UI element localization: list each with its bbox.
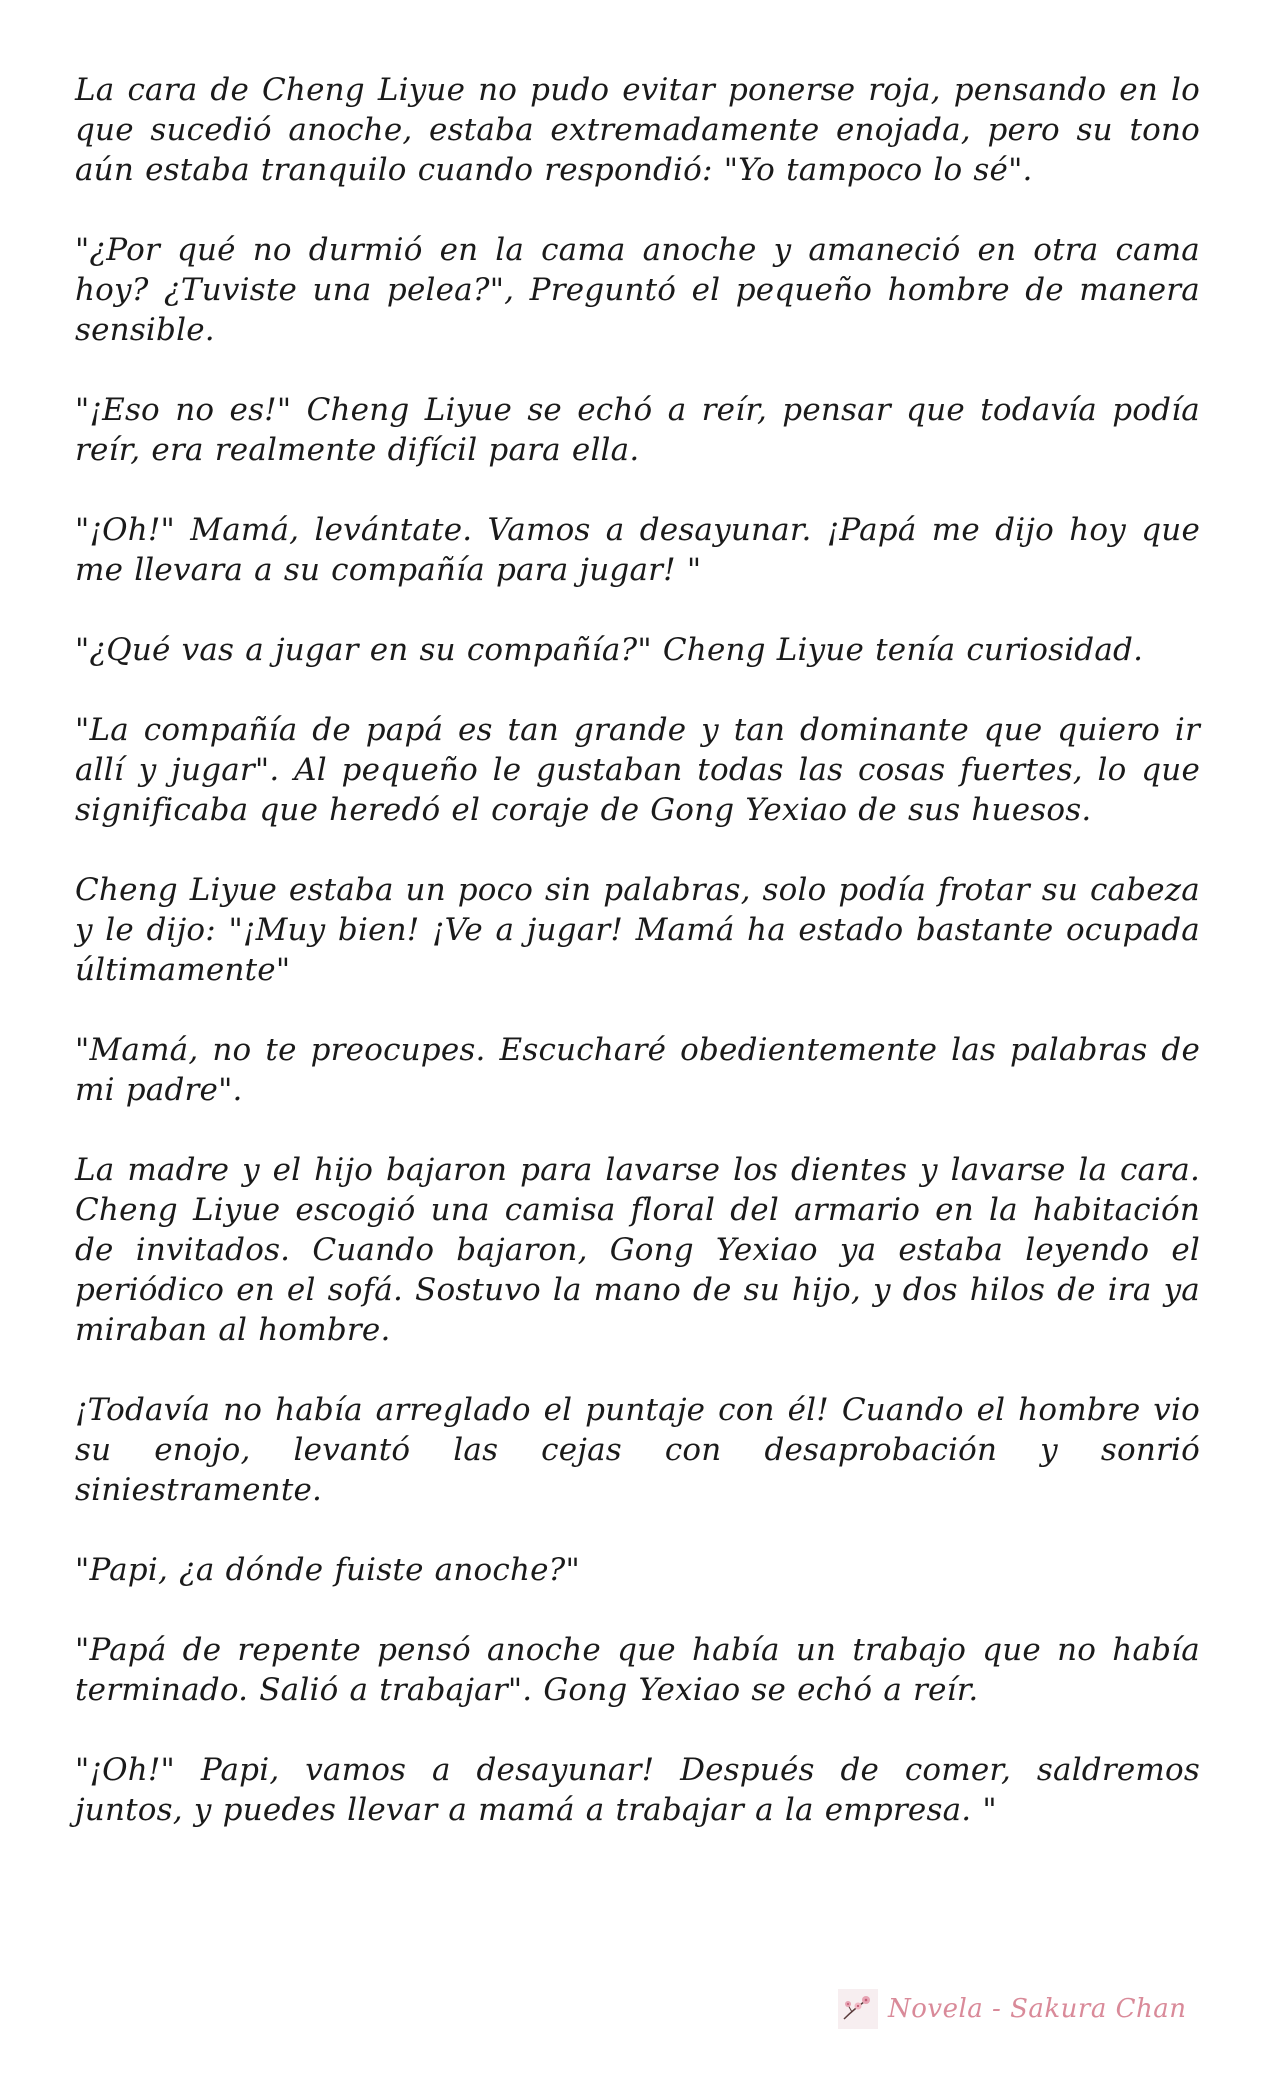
paragraph: La cara de Cheng Liyue no pudo evitar ponerse roja, pensando en lo que sucedió anoche, estaba extremadamente enojada, pero su tono aún estaba tranquilo cuando respondió: "Yo tampoco lo sé".: [75, 72, 1200, 188]
watermark-text: Novela - Sakura Chan: [888, 1994, 1187, 2024]
paragraph: "¿Qué vas a jugar en su compañía?" Cheng Liyue tenía curiosidad.: [75, 632, 1144, 668]
paragraph: "La compañía de papá es tan grande y tan dominante que quiero ir allí y jugar". Al pequeño le gustaban todas las cosas fuertes, lo que significaba que heredó el coraje de Gong Yexiao de sus huesos.: [75, 712, 1200, 828]
paragraph: ¡Todavía no había arreglado el puntaje con él! Cuando el hombre vio su enojo, levantó las cejas con desaprobación y sonrió siniestramente.: [75, 1392, 1200, 1508]
document-body: [75, 70, 1200, 1870]
cherry-blossom-icon: [838, 1989, 878, 2029]
paragraph: "Papi, ¿a dónde fuiste anoche?": [75, 1552, 580, 1588]
paragraph: "¡Oh!" Papi, vamos a desayunar! Después de comer, saldremos juntos, y puedes llevar a mamá a trabajar a la empresa. ": [75, 1752, 1200, 1828]
paragraph: "Mamá, no te preocupes. Escucharé obedientemente las palabras de mi padre".: [75, 1032, 1200, 1108]
paragraph: "¡Eso no es!" Cheng Liyue se echó a reír, pensar que todavía podía reír, era realmente difícil para ella.: [75, 392, 1200, 468]
paragraph: La madre y el hijo bajaron para lavarse los dientes y lavarse la cara. Cheng Liyue escogió una camisa floral del armario en la habitación de invitados. Cuando bajaron, Gong Yexiao ya estaba leyendo el periódico en el sofá. Sostuvo la mano de su hijo, y dos hilos de ira ya miraban al hombre.: [75, 1152, 1200, 1348]
paragraph: "¡Oh!" Mamá, levántate. Vamos a desayunar. ¡Papá me dijo hoy que me llevara a su compañía para jugar! ": [75, 512, 1200, 588]
paragraph: "¿Por qué no durmió en la cama anoche y amaneció en otra cama hoy? ¿Tuviste una pelea?", Preguntó el pequeño hombre de manera sensible.: [75, 232, 1200, 348]
paragraph: Cheng Liyue estaba un poco sin palabras, solo podía frotar su cabeza y le dijo: "¡Muy bien! ¡Ve a jugar! Mamá ha estado bastante ocupada últimamente": [75, 872, 1200, 988]
watermark: [838, 1985, 1187, 2033]
paragraph: "Papá de repente pensó anoche que había un trabajo que no había terminado. Salió a trabajar". Gong Yexiao se echó a reír.: [75, 1632, 1200, 1708]
